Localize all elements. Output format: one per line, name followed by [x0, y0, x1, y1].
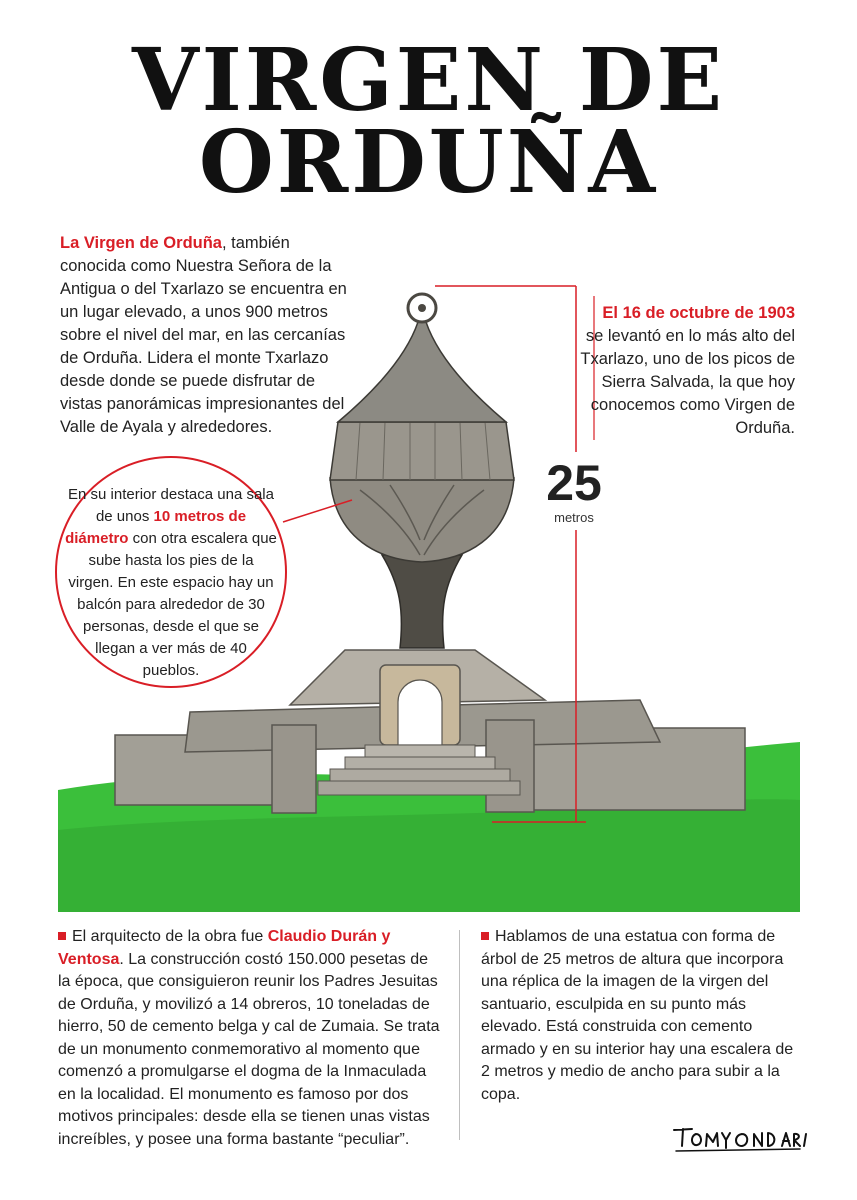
- date-paragraph: [545, 302, 795, 440]
- column-divider: [459, 930, 460, 1140]
- architect-text-after: . La construcción costó 150.000 pesetas de la época, que consiguieron reunir los Padres Jesuitas de Orduña, y movilizó a 14 obreros, 10 toneladas de hierro, 50 de cemento belga y cal de Zumaia. Se trata de un monumento conmemorativo al momento que comenzó a promulgarse el dogma de la Inmaculada en la localidad. El monumento es famoso por dos motivos principales: desde ella se tienen unas vistas increíbles, y posee una forma bastante “peculiar”.: [58, 950, 440, 1148]
- intro-paragraph: [60, 232, 360, 439]
- architect-text-before: El arquitecto de la obra fue: [72, 928, 268, 945]
- stair-4: [318, 781, 520, 795]
- architect-highlight: Claudio Durán y Ventosa: [58, 928, 391, 968]
- pillar-left: [272, 725, 316, 813]
- bullet-icon: [58, 932, 66, 940]
- page-title: [0, 30, 857, 213]
- statue-text: Hablamos de una estatua con forma de árbol de 25 metros de altura que incorpora una réplica de la imagen de la virgen del santuario, esculpida en su punto más elevado. Está construida con cemento armado y en su interior hay una escalera de 2 metros y medio de ancho para subir a la copa.: [481, 928, 794, 1103]
- bullet-icon: [481, 932, 489, 940]
- intro-text: , también conocida como Nuestra Señora de la Antigua o del Txarlazo se encuentra en un lugar elevado, a unos 900 metros sobre el nivel del mar, en las cercanías de Orduña. Lidera el monte Txarlazo desde donde se puede disfrutar de vistas panorámicas impresionantes del Valle de Ayala y alrededores.: [60, 234, 347, 436]
- callout-text-before: En su interior destaca una sala de unos: [68, 486, 274, 525]
- statue-paragraph: [481, 926, 803, 1106]
- virgin-mantle: [338, 322, 506, 422]
- arch-door: [398, 680, 442, 745]
- callout-text-after: con otra escalera que sube hasta los pies de la virgen. En este espacio hay un balcón para alrededor de 30 personas, desde el que se llegan a ver más de 40 pueblos.: [68, 530, 277, 679]
- halo-center: [418, 304, 426, 312]
- architect-paragraph: [58, 926, 440, 1151]
- tree-trunk: [382, 555, 462, 648]
- interior-callout: [55, 456, 287, 688]
- callout-highlight: 10 metros de diámetro: [65, 508, 247, 547]
- tree-canopy: [330, 478, 514, 562]
- interior-callout-text: [65, 484, 277, 682]
- height-value: 25: [546, 455, 602, 511]
- height-unit: metros: [554, 510, 594, 525]
- title-line-1: VIRGEN DE: [131, 30, 726, 131]
- stair-1: [365, 745, 475, 757]
- intro-highlight: La Virgen de Orduña: [60, 234, 222, 252]
- date-text: se levantó en lo más alto del Txarlazo, uno de los picos de Sierra Salvada, la que hoy conocemos como Virgen de Orduña.: [580, 327, 795, 437]
- title-line-2: ORDUÑA: [198, 112, 659, 213]
- stair-3: [330, 769, 510, 781]
- date-highlight: El 16 de octubre de 1903: [602, 304, 795, 322]
- author-signature: [670, 1120, 810, 1154]
- stair-2: [345, 757, 495, 769]
